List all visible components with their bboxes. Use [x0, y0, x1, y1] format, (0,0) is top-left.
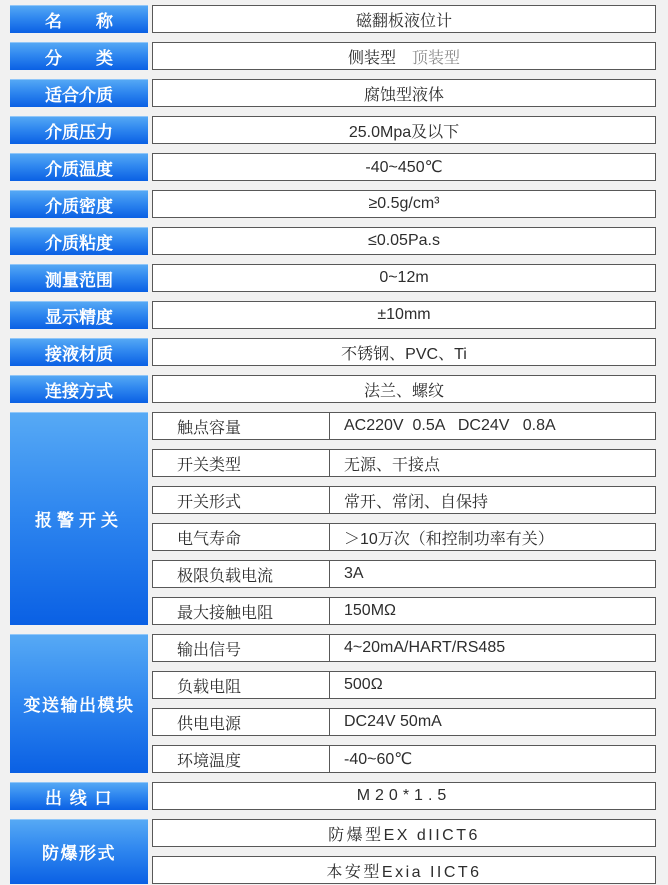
group-alarm-switch [10, 412, 656, 625]
sub-value-text: AC220V 0.5A DC24V 0.8A [344, 417, 556, 434]
table-row [10, 338, 656, 366]
row-value-cell [152, 301, 656, 329]
row-value: -40~450℃ [365, 159, 443, 176]
row-header [10, 227, 148, 255]
group-rows [152, 819, 656, 884]
sub-value-text: ＞10万次（和控制功率有关） [344, 530, 554, 548]
sub-value-text: -40~60℃ [344, 751, 413, 768]
row-value: 法兰、螺纹 [363, 382, 444, 400]
table-row [10, 79, 656, 107]
table-row-outlet [10, 782, 656, 810]
group-header [10, 634, 148, 773]
table-row [10, 153, 656, 181]
row-header [10, 264, 148, 292]
row-value-cell [152, 42, 656, 70]
group-explosion-proof [10, 819, 656, 884]
sub-row [152, 597, 656, 625]
table-row [10, 375, 656, 403]
sub-value-text: 本安型Exia IICT6 [326, 863, 482, 881]
row-value-cell [152, 116, 656, 144]
sub-row [152, 449, 656, 477]
sub-row [152, 745, 656, 773]
sub-value-text: DC24V 50mA [344, 713, 442, 730]
table-row [10, 227, 656, 255]
sub-row [152, 560, 656, 588]
group-header [10, 819, 148, 884]
table-row [10, 42, 656, 70]
group-header-label: 报警开关 [35, 511, 123, 530]
sub-value [330, 487, 655, 513]
sub-label-text: 开关形式 [177, 493, 242, 511]
table-row [10, 301, 656, 329]
row-value: ≥0.5g/cm³ [368, 195, 440, 212]
row-header-label: 介质密度 [45, 196, 113, 216]
sub-value [330, 413, 655, 439]
sub-row [152, 523, 656, 551]
row-header-label: 适合介质 [45, 85, 113, 105]
group-rows [152, 412, 656, 625]
row-value: ±10mm [377, 306, 431, 323]
row-value: 腐蚀型液体 [363, 86, 444, 104]
sub-label-text: 开关类型 [177, 456, 242, 474]
sub-value-text: 常开、常闭、自保持 [344, 493, 489, 511]
row-header-label: 介质压力 [45, 122, 113, 142]
row-value-cell [152, 264, 656, 292]
sub-value [330, 524, 655, 550]
table-row [10, 264, 656, 292]
sub-label [153, 598, 330, 624]
group-header-label: 变送输出模块 [23, 696, 135, 715]
row-header-label: 测量范围 [45, 270, 113, 290]
row-value-cell [152, 153, 656, 181]
row-header-label: 介质温度 [45, 159, 113, 179]
sub-row [152, 708, 656, 736]
row-header-label: 介质粘度 [45, 233, 113, 253]
row-header [10, 190, 148, 218]
group-rows [152, 634, 656, 773]
row-value-cell [152, 782, 656, 810]
sub-label [153, 561, 330, 587]
sub-row [152, 634, 656, 662]
sub-value [330, 450, 655, 476]
row-header [10, 153, 148, 181]
sub-label [153, 450, 330, 476]
sub-value-text: 无源、干接点 [344, 456, 441, 474]
sub-label-text: 负载电阻 [177, 678, 242, 696]
sub-row [152, 412, 656, 440]
row-value: 不锈钢、PVC、Ti [341, 345, 467, 363]
row-header [10, 79, 148, 107]
sub-label [153, 746, 330, 772]
group-header [10, 412, 148, 625]
sub-value [330, 709, 655, 735]
sub-value [330, 672, 655, 698]
sub-label-text: 供电电源 [177, 715, 242, 733]
sub-label-text: 极限负载电流 [177, 567, 274, 585]
sub-value-text: 4~20mA/HART/RS485 [344, 639, 506, 656]
row-value: 25.0Mpa及以下 [348, 123, 460, 141]
row-value: ≤0.05Pa.s [368, 232, 440, 249]
sub-row [152, 671, 656, 699]
sub-label [153, 672, 330, 698]
row-value-secondary: 顶装型 [412, 49, 461, 67]
row-value: 磁翻板液位计 [355, 12, 452, 30]
table-row [10, 190, 656, 218]
row-value: 0~12m [379, 269, 429, 286]
row-header-label: 连接方式 [45, 381, 113, 401]
row-header [10, 782, 148, 810]
row-header-label: 接液材质 [45, 344, 113, 364]
table-row [10, 116, 656, 144]
sub-label-text: 电气寿命 [177, 530, 242, 548]
sub-value-text: 防爆型EX dIICT6 [328, 826, 480, 844]
row-value-cell [152, 190, 656, 218]
sub-value [330, 561, 655, 587]
sub-label [153, 413, 330, 439]
row-header [10, 375, 148, 403]
sub-value-text: 500Ω [344, 676, 383, 693]
row-header-label: 出 线 口 [45, 788, 113, 808]
sub-value [330, 746, 655, 772]
sub-row [152, 856, 656, 884]
row-header [10, 42, 148, 70]
sub-label-text: 环境温度 [177, 752, 242, 770]
group-header-label: 防爆形式 [42, 844, 116, 863]
sub-label-text: 最大接触电阻 [177, 604, 274, 622]
row-header [10, 116, 148, 144]
table-row [10, 5, 656, 33]
sub-value [330, 598, 655, 624]
sub-row [152, 486, 656, 514]
row-value-cell [152, 5, 656, 33]
row-header [10, 5, 148, 33]
sub-value-text: 150MΩ [344, 602, 396, 619]
sub-value-text: 3A [344, 565, 364, 582]
row-header-label: 显示精度 [45, 307, 113, 327]
row-value: M20*1.5 [356, 787, 452, 804]
sub-label [153, 524, 330, 550]
sub-label [153, 635, 330, 661]
row-value-cell [152, 375, 656, 403]
sub-label [153, 487, 330, 513]
sub-label-text: 输出信号 [177, 641, 242, 659]
row-header-label: 分 类 [45, 48, 113, 68]
sub-label [153, 709, 330, 735]
group-transmitter-module [10, 634, 656, 773]
row-value-cell [152, 79, 656, 107]
sub-row [152, 819, 656, 847]
sub-label-text: 触点容量 [177, 419, 242, 437]
row-value-primary: 侧装型 [347, 49, 396, 67]
row-header [10, 301, 148, 329]
row-value-cell [152, 227, 656, 255]
row-header [10, 338, 148, 366]
sub-value [330, 635, 655, 661]
row-value-cell [152, 338, 656, 366]
row-header-label: 名 称 [45, 11, 113, 31]
